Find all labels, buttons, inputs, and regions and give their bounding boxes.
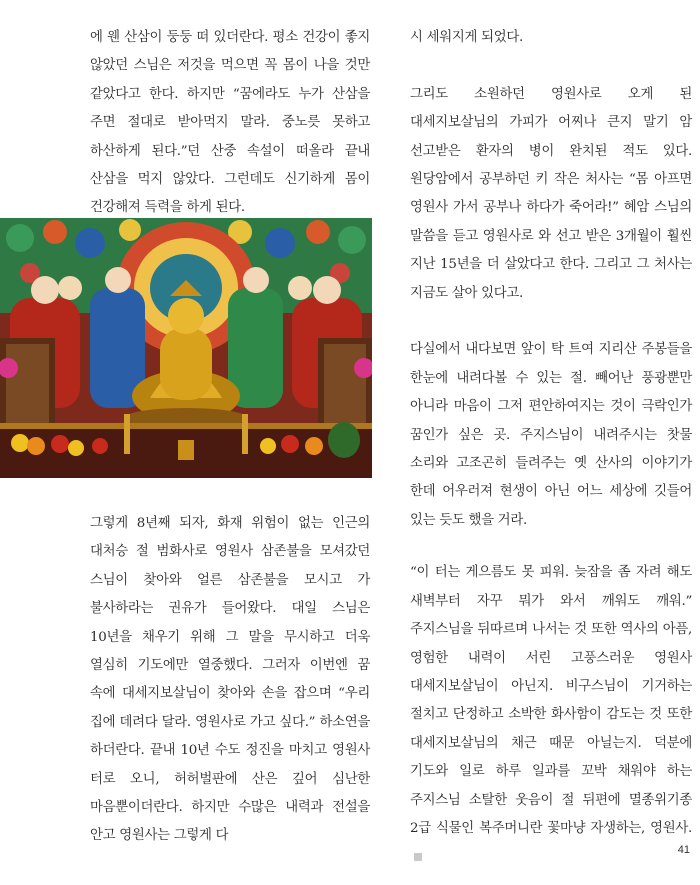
body-paragraph: 에 웬 산삼이 둥둥 떠 있더란다. 평소 건강이 좋지 않았던 스님은 저것을 먹으면 꼭 몸이 나을 것만 같았다고 한다. 하지만 “꿈에라도 누가 산삼을 주면 절대로 받아먹지 말라. 중노릇 못하고 하산하게 된다.”던 산중 속설이 떠올라 끝내 산삼을 먹지 않았다. 그런데도 신기하게 몸이 건강해져 득력을 하게 된다. — [90, 30, 370, 216]
body-paragraph-text: “이 터는 게으름도 못 피워. 늦잠을 좀 자려 해도 새벽부터 자꾸 뭐가 와서 깨워도 깨워.” 주지스님을 뒤따르며 나서는 것 또한 역사의 아픔, 영험한 내력이 서린 고풍스러운 영원사 대세지보살님이 아닌지. 비구스님이 기거하는 절치고 단정하고 소박한 화사함이 감도는 것 또한 대세지보살님의 채근 때문 아닐는지. 덕분에 기도와 일로 하루 일과를 꼬박 채워야 하는 주지스님 소탈한 웃음이 절 뒤편에 멸종위기종 2급 식물인 복주머니란 꽃마냥 자생하는, 영원사. — [410, 565, 692, 836]
page-number: 41 — [677, 844, 690, 856]
body-paragraph: 시 세워지게 되었다. — [410, 30, 523, 45]
temple-altar-photo — [0, 218, 372, 478]
end-mark — [414, 853, 422, 861]
body-paragraph-last — [410, 559, 692, 871]
body-paragraph: 그리도 소원하던 영원사로 오게 된 대세지보살님의 가피가 어찌나 큰지 말기 암 선고받은 환자의 병이 완치된 적도 있다. 원당암에서 공부하던 키 작은 처사는 “몸 아프면 영원사 가서 공부나 하다가 죽어라!” 혜암 스님의 말씀을 듣고 영원사로 와 선고 받은 3개월이 훨씬 지난 15년을 더 살았다고 한다. 그리고 그 처사는 지금도 살아 있다고. — [410, 86, 692, 301]
right-column — [410, 24, 692, 872]
left-column-top — [90, 24, 370, 223]
body-paragraph: 다실에서 내다보면 앞이 탁 트여 지리산 주봉들을 한눈에 내려다볼 수 있는 절. 빼어난 풍광뿐만 아니라 마음이 그저 편안하여지는 것이 극락인가 꿈인가 싶은 곳. 주지스님이 내려주시는 찻물 소리와 고조곤히 들려주는 옛 산사의 이야기가 한데 어우러져 현생이 아닌 어느 세상에 깃들어 있는 듯도 했을 거라. — [410, 342, 692, 528]
body-paragraph: 그렇게 8년째 되자, 화재 위험이 없는 인근의 대처승 절 범화사로 영원사 삼존불을 모셔갔던 스님이 찾아와 얼른 삼존불을 모시고 가 불사하라는 권유가 들어왔다. 대일 스님은 10년을 채우기 위해 그 말을 무시하고 더욱 열심히 기도에만 열중했다. 그러자 이번엔 꿈 속에 대세지보살님이 찾아와 손을 잡으며 “우리 집에 데려다 달라. 영원사로 가고 싶다.” 하소연을 하더란다. 끝내 10년 수도 정진을 마치고 영원사 터로 오니, 허허벌판에 산은 깊어 심난한 마음뿐이더란다. 하지만 수많은 내력과 전설을 안고 영원사는 그렇게 다 — [90, 516, 370, 844]
candlestick-left — [124, 414, 130, 454]
left-column-bottom — [90, 510, 370, 851]
candlestick-right — [242, 414, 248, 454]
